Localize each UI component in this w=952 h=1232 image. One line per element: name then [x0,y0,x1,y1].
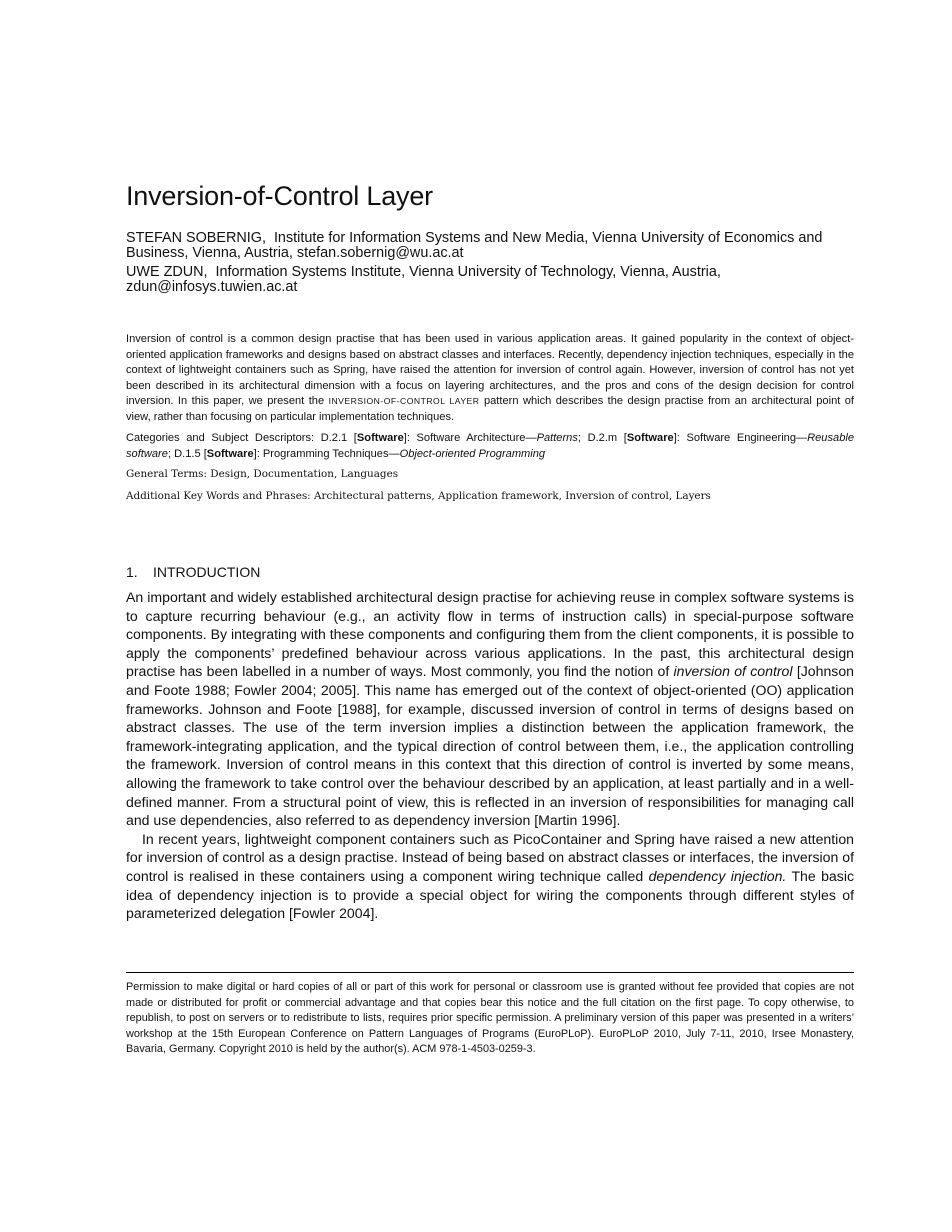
descriptor-italic: Reusable software [126,432,854,460]
descriptor-italic: Object-oriented Programming [399,447,546,460]
author-affiliation: Institute for Information Systems and New Media, Vienna University of Economics and Business, Vienna, Austria, stefan.sobernig@wu.ac.at [126,230,823,261]
descriptor-text: Categories and Subject Descriptors: D.2.1 [ [126,432,357,444]
emphasis: inversion of control [673,663,793,680]
abstract-text: Inversion of control is a common design practise that has been used in various application areas. It gained popularity in the context of object-oriented application frameworks and designs based on abstract classes and interfaces. Recently, dependency injection techniques, especially in the context of lightweight containers such as Spring, have raised the attention for inversion of control again. However, inversion of control has not yet been described in its architectural dimension with a focus on layering architectures, and the pros and cons of the design decision for control inversion. In this paper, we present the [126,333,854,407]
paragraph-text: An important and widely established architectural design practise for achieving reuse in complex software systems is to capture recurring behaviour (e.g., an activity flow in terms of instruction calls) in special-purpose software components. By integrating with these components and configuring them from the client components, it is possible to apply the components’ predefined behaviour across various applications. In the past, this architectural design practise has been labelled in a number of ways. Most commonly, you find the notion of [126,589,854,680]
paragraph [126,830,854,923]
descriptor-bold: Software [206,447,254,460]
permission-footnote [126,980,854,1058]
author-affiliation: Information Systems Institute, Vienna University of Technology, Vienna, Austria, zdun@infosys.tuwien.ac.at [126,264,721,295]
section-title: INTRODUCTION [153,564,261,580]
emphasis: dependency injection. [648,867,787,884]
paragraph-text: [Johnson and Foote 1988; Fowler 2004; 2005]. This name has emerged out of the context of object-oriented (OO) application frameworks. Johnson and Foote [1988], for example, discussed inversion of control in terms of designs based on abstract classes. The use of the term inversion implies a distinction between the application framework, the framework-integrating application, and the typical direction of control between them, i.e., the application controlling the framework. Inversion of control means in this context that this direction of control is inverted by some means, allowing the framework to take control over the behaviour described by an application, at least partially and in a well-defined manner. From a structural point of view, this is reflected in an inversion of responsibilities for managing call and use dependencies, also referred to as dependency inversion [Martin 1996]. [126,663,855,829]
abstract-text-end: pattern which describes the design practise from an architectural point of view, rather than focusing on particular implementation techniques. [126,395,855,423]
descriptor-bold: Software [356,432,404,444]
descriptor-bold: Software [626,432,674,444]
abstract [126,332,854,425]
descriptor-text: ]: Software Architecture— [403,432,537,444]
paragraph-text: The basic idea of dependency injection is to provide a special object for wiring the components through different styles of parameterized delegation [Fowler 2004]. [126,867,854,922]
keywords: Additional Key Words and Phrases: Architectural patterns, Application framework, Inversion of control, Layers [126,490,711,502]
descriptor-text: ; D.1.5 [ [167,447,207,460]
descriptor-italic: Patterns [536,432,578,444]
footnote-text: Permission to make digital or hard copies of all or part of this work for personal or classroom use is granted without fee provided that copies are not made or distributed for profit or commercial advantage and that copies bear this notice and the full citation on the first page. To copy otherwise, to republish, to post on servers or to redistribute to lists, requires prior specific permission. A preliminary version of this paper was presented in a writers’ workshop at the 15th European Conference on Pattern Languages of Programs (EuroPLoP). EuroPLoP 2010, July 7-11, 2010, Irsee Monastery, Bavaria, Germany. Copyright 2010 is held by the author(s). ACM 978-1-4503-0259-3. [126,981,854,1055]
body-text [126,588,854,923]
descriptor-text: ]: Programming Techniques— [253,447,400,460]
footnote-rule [126,972,854,973]
paper-title: Inversion-of-Control Layer [126,181,433,211]
descriptor-text: ]: Software Engineering— [673,432,808,444]
paragraph-text: In recent years, lightweight component containers such as PicoContainer and Spring have raised a new attention for inversion of control as a design practise. Instead of being based on abstract classes or interfaces, the inversion of control is realised in these containers using a component wiring technique called [126,830,854,884]
author-name: STEFAN SOBERNIG, [126,230,266,246]
author-entry [126,231,854,261]
author-list [126,231,854,299]
author-name: UWE ZDUN, [126,264,208,280]
paragraph [126,588,854,830]
pattern-name: INVERSION-OF-CONTROL LAYER [328,396,480,406]
section-number: 1. [126,564,138,580]
descriptor-text: ; D.2.m [ [577,432,627,444]
general-terms: General Terms: Design, Documentation, Languages [126,468,399,480]
author-entry [126,265,854,295]
section-heading [126,564,260,580]
subject-descriptors [126,431,854,462]
